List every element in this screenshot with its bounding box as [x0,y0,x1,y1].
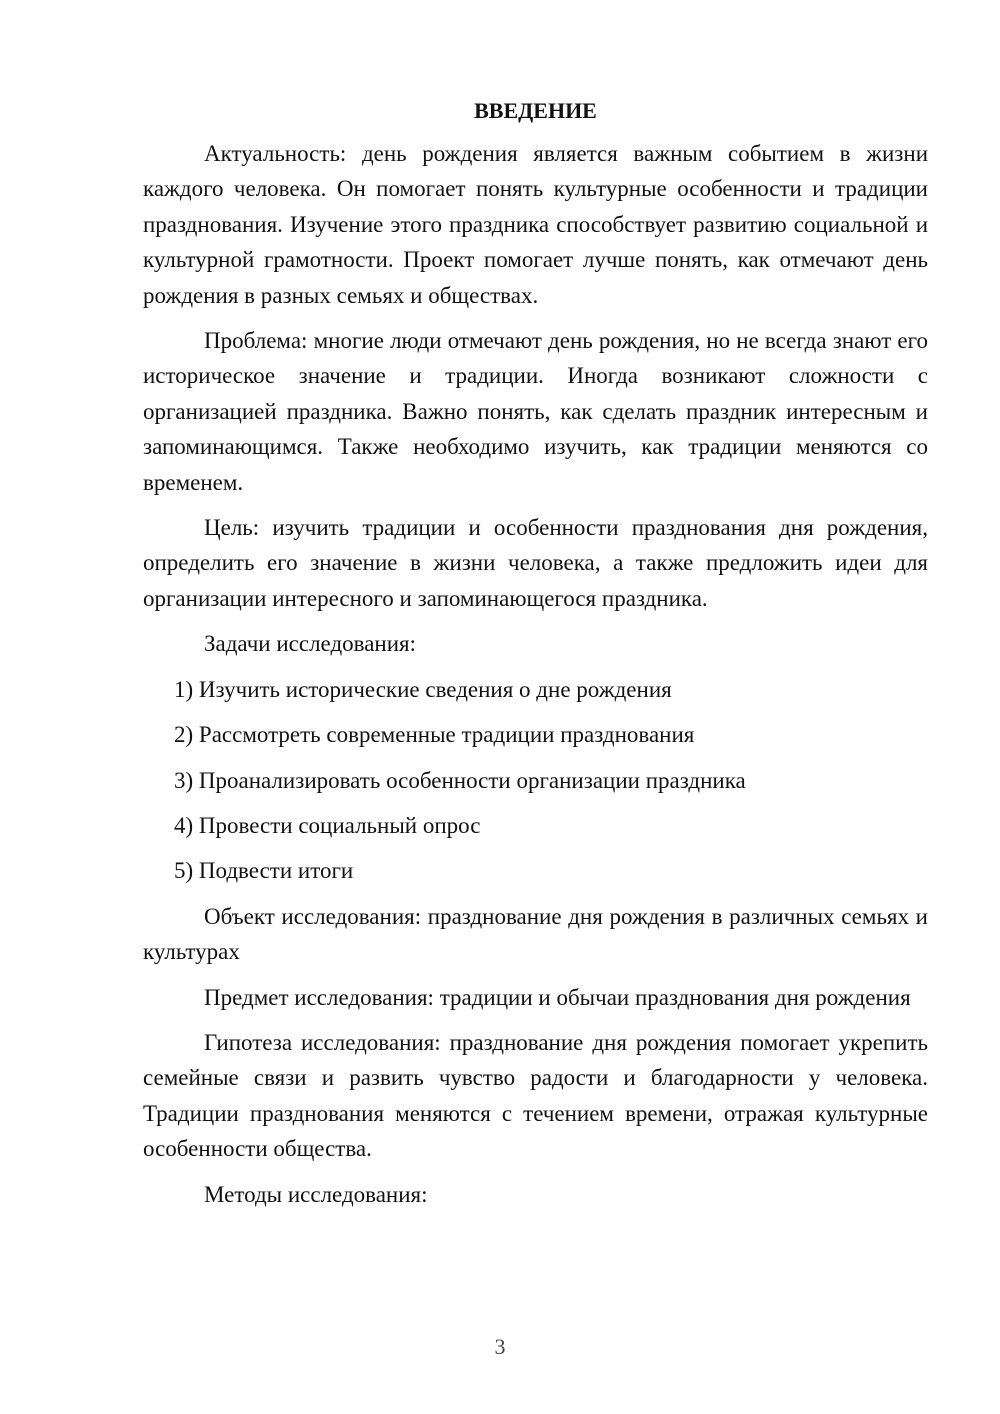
page-title: ВВЕДЕНИЕ [474,98,597,123]
object-paragraph: Объект исследования: празднование дня рождения в различных семьях и культурах [143,903,928,965]
task-item: 4) Провести социальный опрос [174,812,481,838]
task-item: 5) Подвести итоги [174,858,354,884]
problem-paragraph: Проблема: многие люди отмечают день рождения, но не всегда знают его историческое значение и традиции. Иногда возникают сложности с организацией праздника. Важно понять, как сделать праздник интересным и запоминающимся. Также необходимо изучить, как традиции меняются со временем. [143,328,928,495]
task-item: 2) Рассмотреть современные традиции празднования [174,722,695,748]
goal-paragraph: Цель: изучить традиции и особенности празднования дня рождения, определить его значение в жизни человека, а также предложить идеи для организации интересного и запоминающегося праздника. [143,515,928,611]
tasks-label: Задачи исследования: [204,631,417,657]
subject-paragraph: Предмет исследования: традиции и обычаи празднования дня рождения [204,984,911,1010]
document-body [143,96,928,1222]
page-number: 3 [494,1334,506,1359]
tasks-list [143,672,928,889]
relevance-paragraph: Актуальность: день рождения является важным событием в жизни каждого человека. Он помогает понять культурные особенности и традиции празднования. Изучение этого праздника способствует развитию социальной и культурной грамотности. Проект помогает лучше понять, как отмечают день рождения в разных семьях и обществах. [143,141,928,308]
hypothesis-paragraph: Гипотеза исследования: празднование дня рождения помогает укрепить семейные связи и развить чувство радости и благодарности у человека. Традиции празднования меняются с течением времени, отражая культурные особенности общества. [143,1029,928,1162]
task-item: 3) Проанализировать особенности организации праздника [174,767,746,793]
methods-label: Методы исследования: [204,1181,428,1207]
task-item: 1) Изучить исторические сведения о дне рождения [174,676,672,702]
